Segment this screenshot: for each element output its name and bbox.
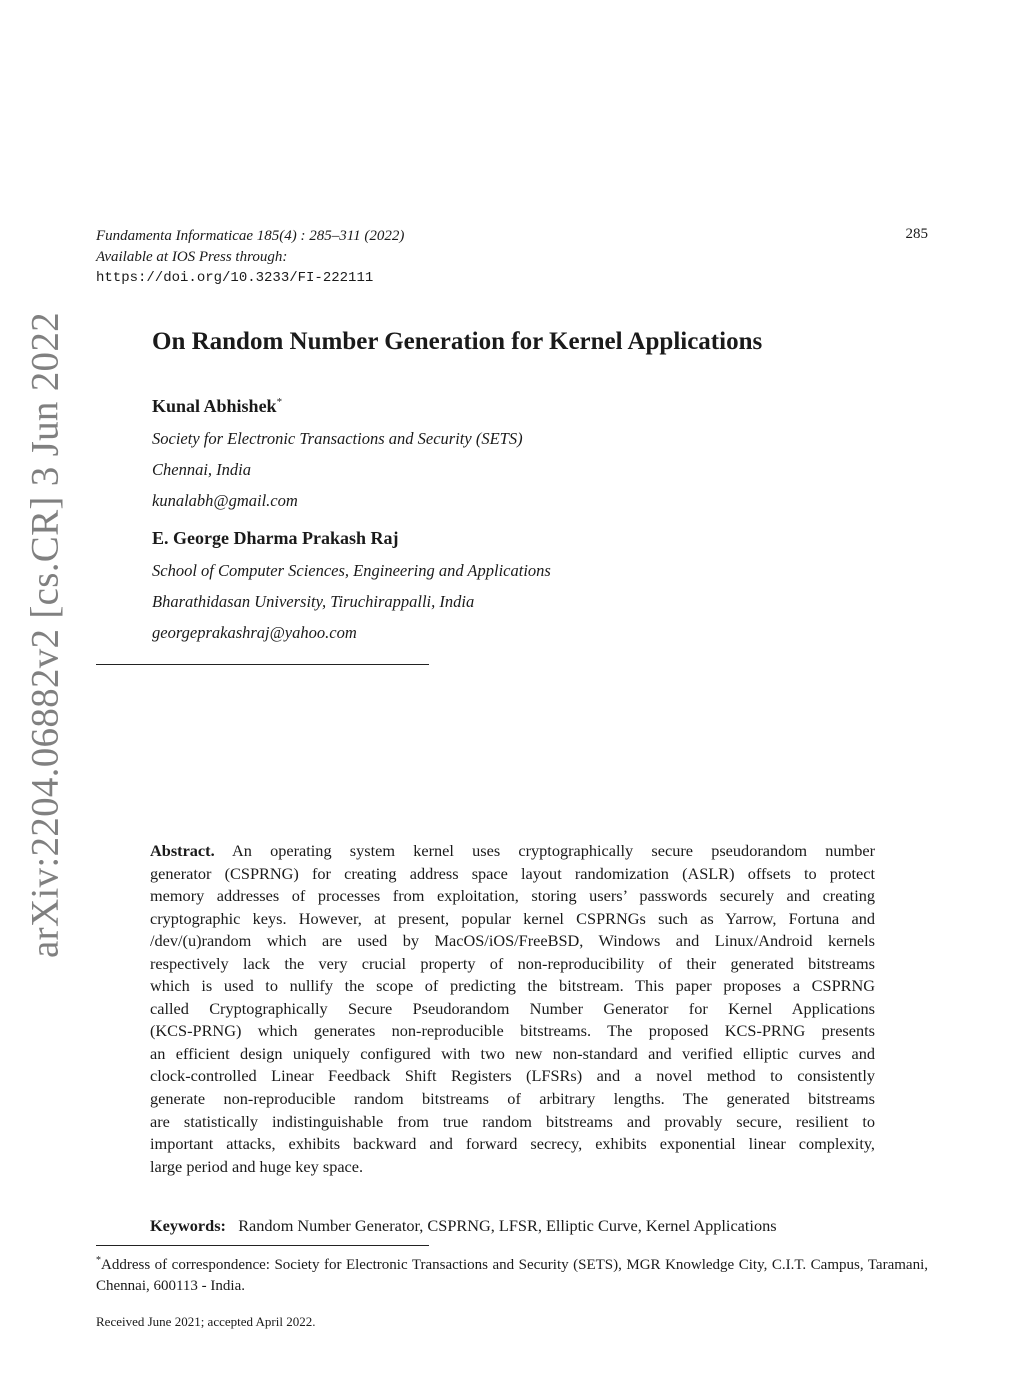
author-affiliation xyxy=(152,423,523,516)
divider xyxy=(96,664,429,665)
abstract-text: memory addresses of processes from exploitation, storing users’ passwords securely and creating xyxy=(150,886,875,906)
abstract-text: An operating system kernel uses cryptographically secure pseudorandom number xyxy=(231,841,876,860)
author-name: Kunal Abhishek* xyxy=(152,396,283,416)
abstract-line xyxy=(150,1020,875,1043)
abstract-text: an efficient design uniquely configured with two new non-standard and verified elliptic curves and xyxy=(150,1043,875,1063)
paper-title: On Random Number Generation for Kernel Applications xyxy=(152,328,763,355)
abstract-line xyxy=(150,975,875,998)
abstract-text: large period and huge key space. xyxy=(150,1156,364,1176)
affiliation-line: Society for Electronic Transactions and Security (SETS) xyxy=(152,429,523,448)
abstract-text: generator (CSPRNG) for creating address space layout randomization (ASLR) offsets to protect xyxy=(150,863,875,883)
footnote: *Address of correspondence: Society for Electronic Transactions and Security (SETS), MGR Knowledge City, C.I.T. Campus, Taramani, Chennai, 600113 - India. xyxy=(96,1255,928,1294)
abstract-line xyxy=(150,885,875,908)
journal-citation: Fundamenta Informaticae 185(4) : 285–311 (2022) xyxy=(96,228,405,244)
abstract-text: are statistically indistinguishable from true random bitstreams and provably secure, resilient to xyxy=(150,1111,875,1131)
abstract xyxy=(150,840,875,1178)
keywords: Keywords: Random Number Generator, CSPRNG, LFSR, Elliptic Curve, Kernel Applications xyxy=(150,1216,777,1235)
abstract-text: which is used to nullify the scope of predicting the bitstream. This paper proposes a CSPRNG xyxy=(150,976,875,996)
abstract-text: generate non-reproducible random bitstreams of arbitrary lengths. The generated bitstreams xyxy=(150,1089,875,1109)
author-email[interactable]: georgeprakashraj@yahoo.com xyxy=(152,623,357,642)
footnote-divider xyxy=(96,1245,429,1246)
arxiv-stamp: arXiv:2204.06882v2 [cs.CR] 3 Jun 2022 xyxy=(23,312,67,958)
abstract-text: respectively lack the very crucial property of non-reproducibility of their generated bitstreams xyxy=(150,953,875,973)
abstract-text: clock-controlled Linear Feedback Shift Registers (LFSRs) and a novel method to consistently xyxy=(150,1066,875,1086)
abstract-line xyxy=(150,1043,875,1066)
abstract-text: /dev/(u)random which are used by MacOS/iOS/FreeBSD, Windows and Linux/Android kernels xyxy=(150,931,875,951)
journal-header xyxy=(96,226,404,289)
abstract-line xyxy=(150,1088,875,1111)
abstract-line xyxy=(150,1065,875,1088)
abstract-line xyxy=(150,930,875,953)
author-affiliation xyxy=(152,555,551,648)
affiliation-line: Bharathidasan University, Tiruchirappalli, India xyxy=(152,592,475,611)
abstract-line xyxy=(150,998,875,1021)
affiliation-line: Chennai, India xyxy=(152,460,251,479)
page-number: 285 xyxy=(905,226,928,242)
affiliation-line: School of Computer Sciences, Engineering and Applications xyxy=(152,561,551,580)
author-email[interactable]: kunalabh@gmail.com xyxy=(152,491,298,510)
availability-note: Available at IOS Press through: xyxy=(96,249,288,265)
abstract-label: Abstract. xyxy=(150,841,215,860)
abstract-line xyxy=(150,908,875,931)
author-name: E. George Dharma Prakash Raj xyxy=(152,528,399,548)
abstract-line xyxy=(150,1111,875,1134)
abstract-text: important attacks, exhibits backward and forward secrecy, exhibits exponential linear complexity, xyxy=(150,1134,875,1154)
received-dates: Received June 2021; accepted April 2022. xyxy=(96,1314,316,1329)
abstract-line xyxy=(150,1156,875,1179)
abstract-line xyxy=(150,863,875,886)
abstract-line xyxy=(150,1133,875,1156)
abstract-line xyxy=(150,953,875,976)
abstract-line xyxy=(150,840,875,863)
abstract-text: called Cryptographically Secure Pseudorandom Number Generator for Kernel Applications xyxy=(150,998,875,1018)
abstract-text: (KCS-PRNG) which generates non-reproducible bitstreams. The proposed KCS-PRNG presents xyxy=(150,1021,875,1041)
abstract-text: cryptographic keys. However, at present, popular kernel CSPRNGs such as Yarrow, Fortuna and xyxy=(150,908,875,928)
doi-link[interactable]: https://doi.org/10.3233/FI-222111 xyxy=(96,270,374,286)
